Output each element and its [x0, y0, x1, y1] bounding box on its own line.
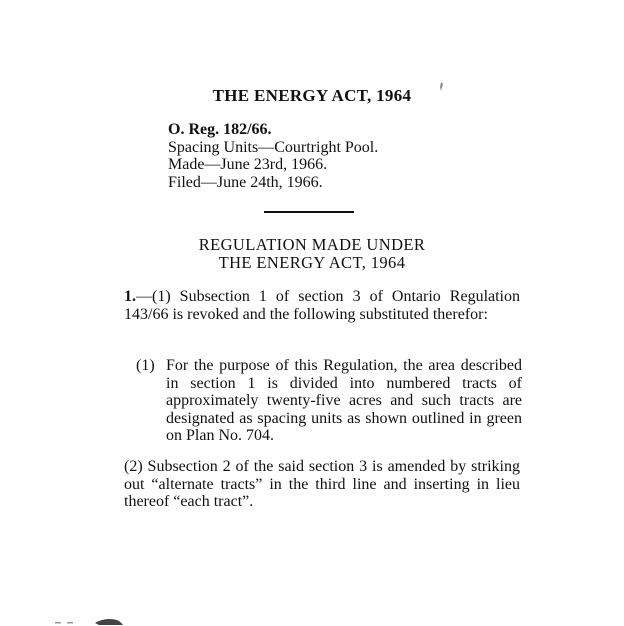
regulation-heading: [0, 236, 624, 272]
subsection-2-text: (2) Subsection 2 of the said section 3 is amended by striking out “alternate tracts” in the third line and inserting in lieu thereof “each tract”.: [124, 458, 520, 510]
section-number: 1.: [124, 288, 136, 305]
clause-text: For the purpose of this Regulation, the area described in section 1 is divided into numbered tracts of approximately twenty-five acres and such tracts are designated as spacing units as shown outlined in green on Plan No. 704.: [166, 357, 522, 444]
heading-line-2: THE ENERGY ACT, 1964: [218, 253, 406, 272]
subsection-2-paragraph: [124, 458, 520, 511]
heading-line-1: REGULATION MADE UNDER: [198, 235, 426, 254]
act-title: THE ENERGY ACT, 1964: [212, 86, 412, 105]
regulation-made-date: Made—June 23rd, 1966.: [168, 156, 328, 173]
scan-artifact: [55, 616, 125, 626]
section-1-text: —(1) Subsection 1 of section 3 of Ontario Regulation 143/66 is revoked and the following substituted therefor:: [124, 288, 520, 323]
regulation-block: [168, 121, 378, 191]
regulation-subject: Spacing Units—Courtright Pool.: [168, 138, 379, 156]
divider-rule: [264, 211, 354, 213]
scan-speck: [439, 82, 444, 91]
clause-number: (1): [136, 357, 155, 374]
regulation-filed-date: Filed—June 24th, 1966.: [168, 173, 323, 191]
regulation-number: O. Reg. 182/66.: [168, 121, 272, 138]
section-1-paragraph: [124, 288, 520, 323]
